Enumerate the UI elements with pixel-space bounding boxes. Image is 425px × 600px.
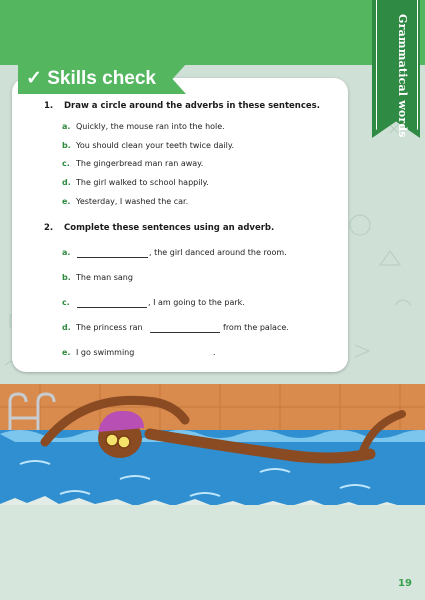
banner-title: ✓ Skills check xyxy=(26,68,156,89)
question-2 xyxy=(44,223,274,233)
list-item xyxy=(62,178,209,187)
item-text: , the girl danced around the room. xyxy=(149,248,287,257)
page-footer-area xyxy=(0,505,425,600)
header-band xyxy=(0,0,425,65)
item-letter: e. xyxy=(62,197,71,206)
page-number: 19 xyxy=(398,578,412,589)
item-text: The gingerbread man ran away. xyxy=(76,159,204,168)
item-letter: a. xyxy=(62,122,71,131)
item-letter: c. xyxy=(62,298,70,307)
item-text: from the palace. xyxy=(223,323,289,332)
list-item xyxy=(62,122,225,131)
list-item xyxy=(62,323,143,332)
item-text: The man sang xyxy=(76,273,133,282)
list-item xyxy=(62,159,203,168)
question-1 xyxy=(44,101,320,111)
item-text: The princess ran xyxy=(76,323,143,332)
answer-line[interactable] xyxy=(77,307,147,308)
side-tab-label: Grammatical words xyxy=(396,14,409,138)
item-text: Quickly, the mouse ran into the hole. xyxy=(76,122,225,131)
item-letter: b. xyxy=(62,273,71,282)
list-item xyxy=(62,298,76,307)
item-text: The girl walked to school happily. xyxy=(76,178,209,187)
item-text: You should clean your teeth twice daily. xyxy=(76,141,235,150)
list-item xyxy=(62,197,188,206)
item-letter: e. xyxy=(62,348,71,357)
item-text: . xyxy=(213,348,216,357)
list-item xyxy=(62,273,133,282)
answer-line[interactable] xyxy=(150,332,220,333)
list-item xyxy=(62,141,234,150)
item-letter: c. xyxy=(62,159,70,168)
answer-line[interactable] xyxy=(77,257,148,258)
list-item xyxy=(62,348,134,357)
item-text: I go swimming xyxy=(76,348,135,357)
swimmer-illustration xyxy=(0,384,425,508)
item-letter: d. xyxy=(62,178,71,187)
answer-line[interactable] xyxy=(143,357,213,358)
list-item xyxy=(62,248,76,257)
item-letter: b. xyxy=(62,141,71,150)
item-text: , I am going to the park. xyxy=(148,298,245,307)
item-text: Yesterday, I washed the car. xyxy=(76,197,189,206)
item-letter: a. xyxy=(62,248,71,257)
answer-line[interactable] xyxy=(139,282,210,283)
item-letter: d. xyxy=(62,323,71,332)
question-number: 1. xyxy=(44,101,54,111)
question-prompt: Complete these sentences using an adverb. xyxy=(64,223,275,233)
question-prompt: Draw a circle around the adverbs in these sentences. xyxy=(64,101,320,111)
question-number: 2. xyxy=(44,223,54,233)
